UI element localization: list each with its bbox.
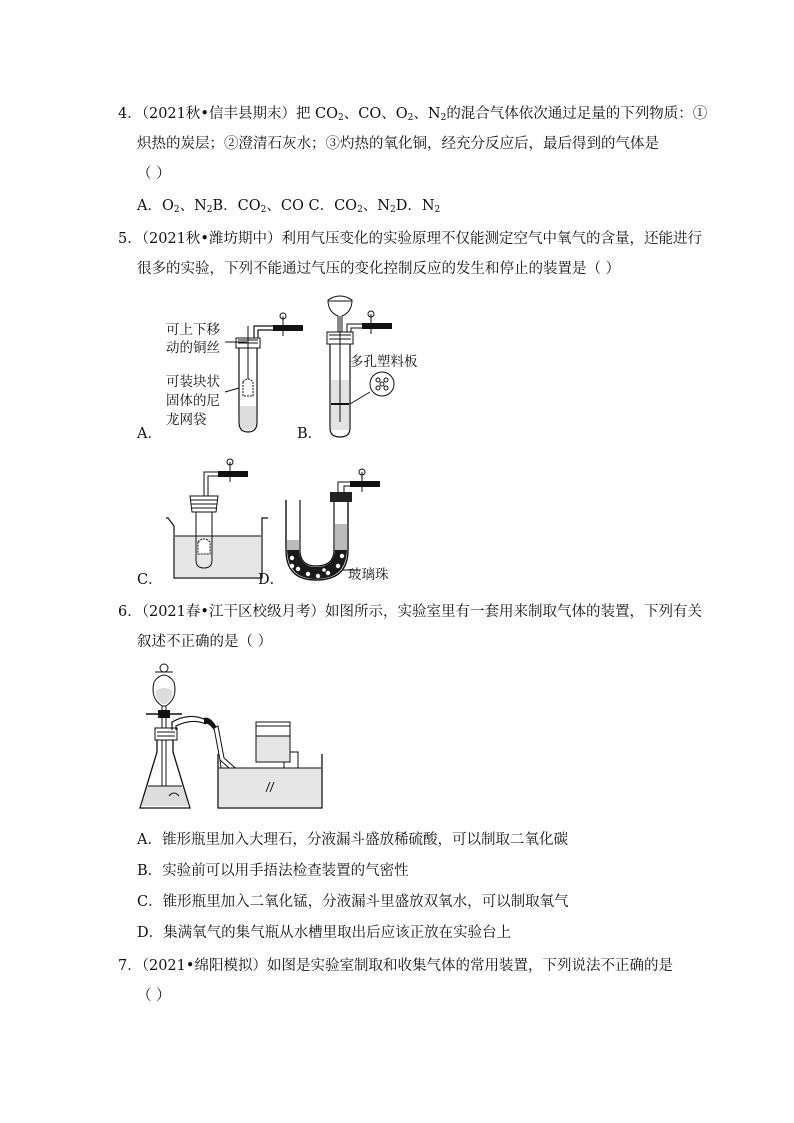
q5-figure-c bbox=[160, 458, 280, 584]
q4-options bbox=[137, 196, 440, 220]
q5-b-label-plate: 多孔塑料板 bbox=[350, 354, 418, 370]
q5-a-label-net-3: 龙网袋 bbox=[166, 412, 207, 428]
q4-option-b[interactable]: B．$CO_2$、CO bbox=[212, 198, 304, 215]
q6-stem: 6．（2021春•江干区校级月考）如图所示，实验室里有一套用来制取气体的装置，下列有关 bbox=[118, 604, 702, 620]
q4-paren: （ ） bbox=[137, 166, 171, 182]
q4-stem-line2: 炽热的炭层；②澄清石灰水；③灼热的氧化铜，经充分反应后，最后得到的气体是 bbox=[137, 136, 659, 152]
q7-paren: （ ） bbox=[137, 988, 171, 1004]
q5-option-d[interactable]: D． bbox=[258, 572, 285, 588]
q5-d-label-glass-beads: 玻璃珠 bbox=[348, 567, 389, 583]
q4-stem: 4．（2021秋•信丰县期末）把 $CO_2$、CO、$O_2$、$N_2$的混合气体依次通过足量的下列物质：① bbox=[118, 106, 708, 123]
q5-a-label-copper-wire-2: 动的铜丝 bbox=[166, 340, 220, 356]
q6-option-a[interactable]: A．锥形瓶里加入大理石，分液漏斗盛放稀硫酸，可以制取二氧化碳 bbox=[137, 832, 568, 848]
q5-a-label-net-2: 固体的尼 bbox=[166, 393, 220, 409]
q5-option-a[interactable]: A． bbox=[137, 426, 162, 442]
q4-option-c[interactable]: C．$CO_2$、$N_2$ bbox=[308, 198, 396, 215]
q6-option-b[interactable]: B．实验前可以用手捂法检查装置的气密性 bbox=[137, 863, 409, 879]
q5-a-label-copper-wire-1: 可上下移 bbox=[166, 322, 220, 338]
q5-stem-line2: 很多的实验，下列不能通过气压的变化控制反应的发生和停止的装置是（ ） bbox=[137, 261, 621, 277]
q6-option-c[interactable]: C．锥形瓶里加入二氧化锰，分液漏斗里盛放双氧水，可以制取氧气 bbox=[137, 894, 569, 910]
q5-a-leader-lines bbox=[225, 336, 255, 396]
q5-option-c[interactable]: C． bbox=[137, 572, 163, 588]
q5-a-label-net-1: 可装块状 bbox=[166, 374, 220, 390]
q6-stem-line2: 叙述不正确的是（ ） bbox=[137, 634, 273, 650]
q4-option-a[interactable]: A．$O_2$、$N_2$ bbox=[137, 198, 213, 215]
q6-option-d[interactable]: D．集满氧气的集气瓶从水槽里取出后应该正放在实验台上 bbox=[137, 925, 512, 941]
q5-option-b[interactable]: B． bbox=[297, 426, 323, 442]
q5-stem: 5．（2021秋•潍坊期中）利用气压变化的实验原理不仅能测定空气中氧气的含量，还能进行 bbox=[118, 231, 702, 247]
q4-option-d[interactable]: D．$N_2$ bbox=[395, 198, 441, 215]
q6-apparatus-figure bbox=[138, 660, 338, 816]
q7-stem: 7．（2021•绵阳模拟）如图是实验室制取和收集气体的常用装置，下列说法不正确的是 bbox=[118, 958, 673, 974]
